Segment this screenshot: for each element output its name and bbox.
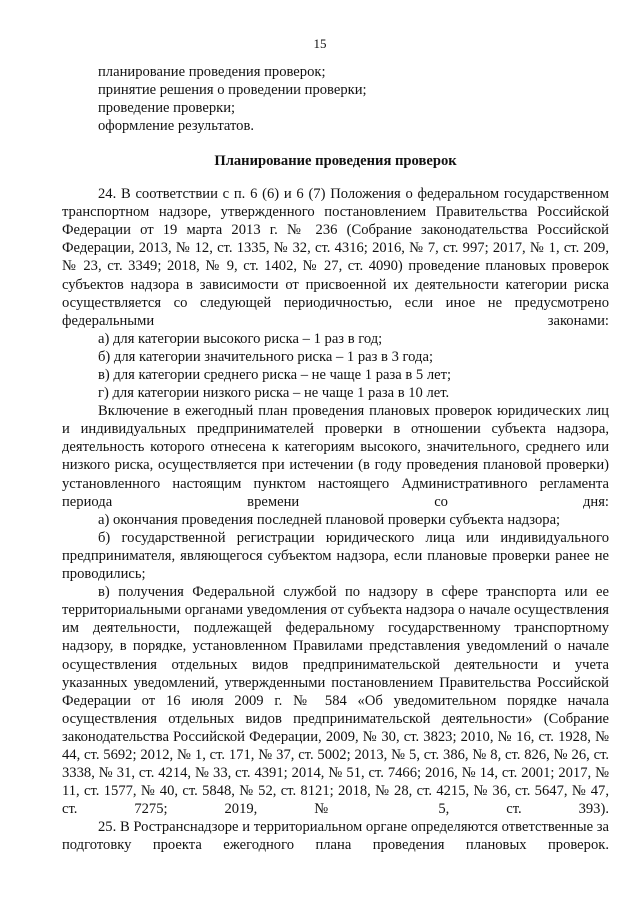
item-a: а) окончания проведения последней плановой проверки субъекта надзора; <box>98 511 561 528</box>
item-b: б) государственной регистрации юридического лица или индивидуального предпринимателя, являющегося субъектом надзора, если плановые проверки ранее не проводились; <box>62 529 609 583</box>
intro-list-item: проведение проверки; <box>98 100 236 117</box>
paragraph-24: 24. В соответствии с п. 6 (6) и 6 (7) Положения о федеральном государственном транспортном надзоре, утвержденного постановлением Правительства Российской Федерации от 19 марта 2013 г. № 236 (Собрание законодательства Российской Федерации, 2013, № 12, ст. 1335, № 32, ст. 4316; 2016, № 7, ст. 997; 2017, № 1, ст. 209, № 23, ст. 3349; 2018, № 9, ст. 1402, № 27, ст. 4090) проведение плановых проверок субъектов надзора в зависимости от присвоенной их деятельности категории риска осуществляется со следующей периодичностью, если иное не предусмотрено федеральными законами: <box>62 186 609 329</box>
paragraph-25: 25. В Ространснадзоре и территориальном органе определяются ответственные за подготовку проекта ежегодного плана проведения плановых проверок. <box>62 819 609 854</box>
intro-list-item: планирование проведения проверок; <box>98 64 326 80</box>
document-body <box>62 63 609 855</box>
paragraph-inclusion: Включение в ежегодный план проведения плановых проверок юридических лиц и индивидуальных предпринимателей проверки в отношении субъекта надзора, деятельность которого отнесена к категориям высокого, значительного, среднего или низкого риска, осуществляется при истечении (в году проведения плановой проверки) установленного настоящим пунктом настоящего Административного регламента периода времени со дня: <box>62 403 609 510</box>
intro-list-item: оформление результатов. <box>98 118 254 135</box>
risk-list-item: б) для категории значительного риска – 1 раз в 3 года; <box>98 348 433 365</box>
page-number: 15 <box>313 36 327 51</box>
section-heading: Планирование проведения проверок <box>214 153 457 170</box>
risk-list-item: а) для категории высокого риска – 1 раз в год; <box>98 330 383 347</box>
item-v: в) получения Федеральной службой по надзору в сфере транспорта или ее территориальными органами уведомления от субъекта надзора о начале осуществления им деятельности, подлежащей федеральному государственному транспортному надзору, в порядке, установленном Правилами представления уведомлений о начале осуществления отдельных видов предпринимательской деятельности и учета указанных уведомлений, утвержденными постановлением Правительства Российской Федерации от 16 июля 2009 г. № 584 «Об уведомительном порядке начала осуществления отдельных видов предпринимательской деятельности» (Собрание законодательства Российской Федерации, 2009, № 30, ст. 3823; 2010, № 16, ст. 1928, № 44, ст. 5692; 2012, № 1, ст. 171, № 37, ст. 5002; 2013, № 5, ст. 386, № 8, ст. 826, № 26, ст. 3338, № 31, ст. 4214, № 33, ст. 4391; 2014, № 51, ст. 7466; 2016, № 14, ст. 2001; 2017, № 11, ст. 1577, № 40, ст. 5848, № 52, ст. 8121; 2018, № 28, ст. 4215, № 36, ст. 5647, № 47, ст. 7275; 2019, № 5, ст. 393). <box>62 584 609 818</box>
risk-list-item: г) для категории низкого риска – не чаще 1 раза в 10 лет. <box>98 385 450 402</box>
risk-list-item: в) для категории среднего риска – не чаще 1 раза в 5 лет; <box>98 367 452 383</box>
intro-list-item: принятие решения о проведении проверки; <box>98 82 367 99</box>
